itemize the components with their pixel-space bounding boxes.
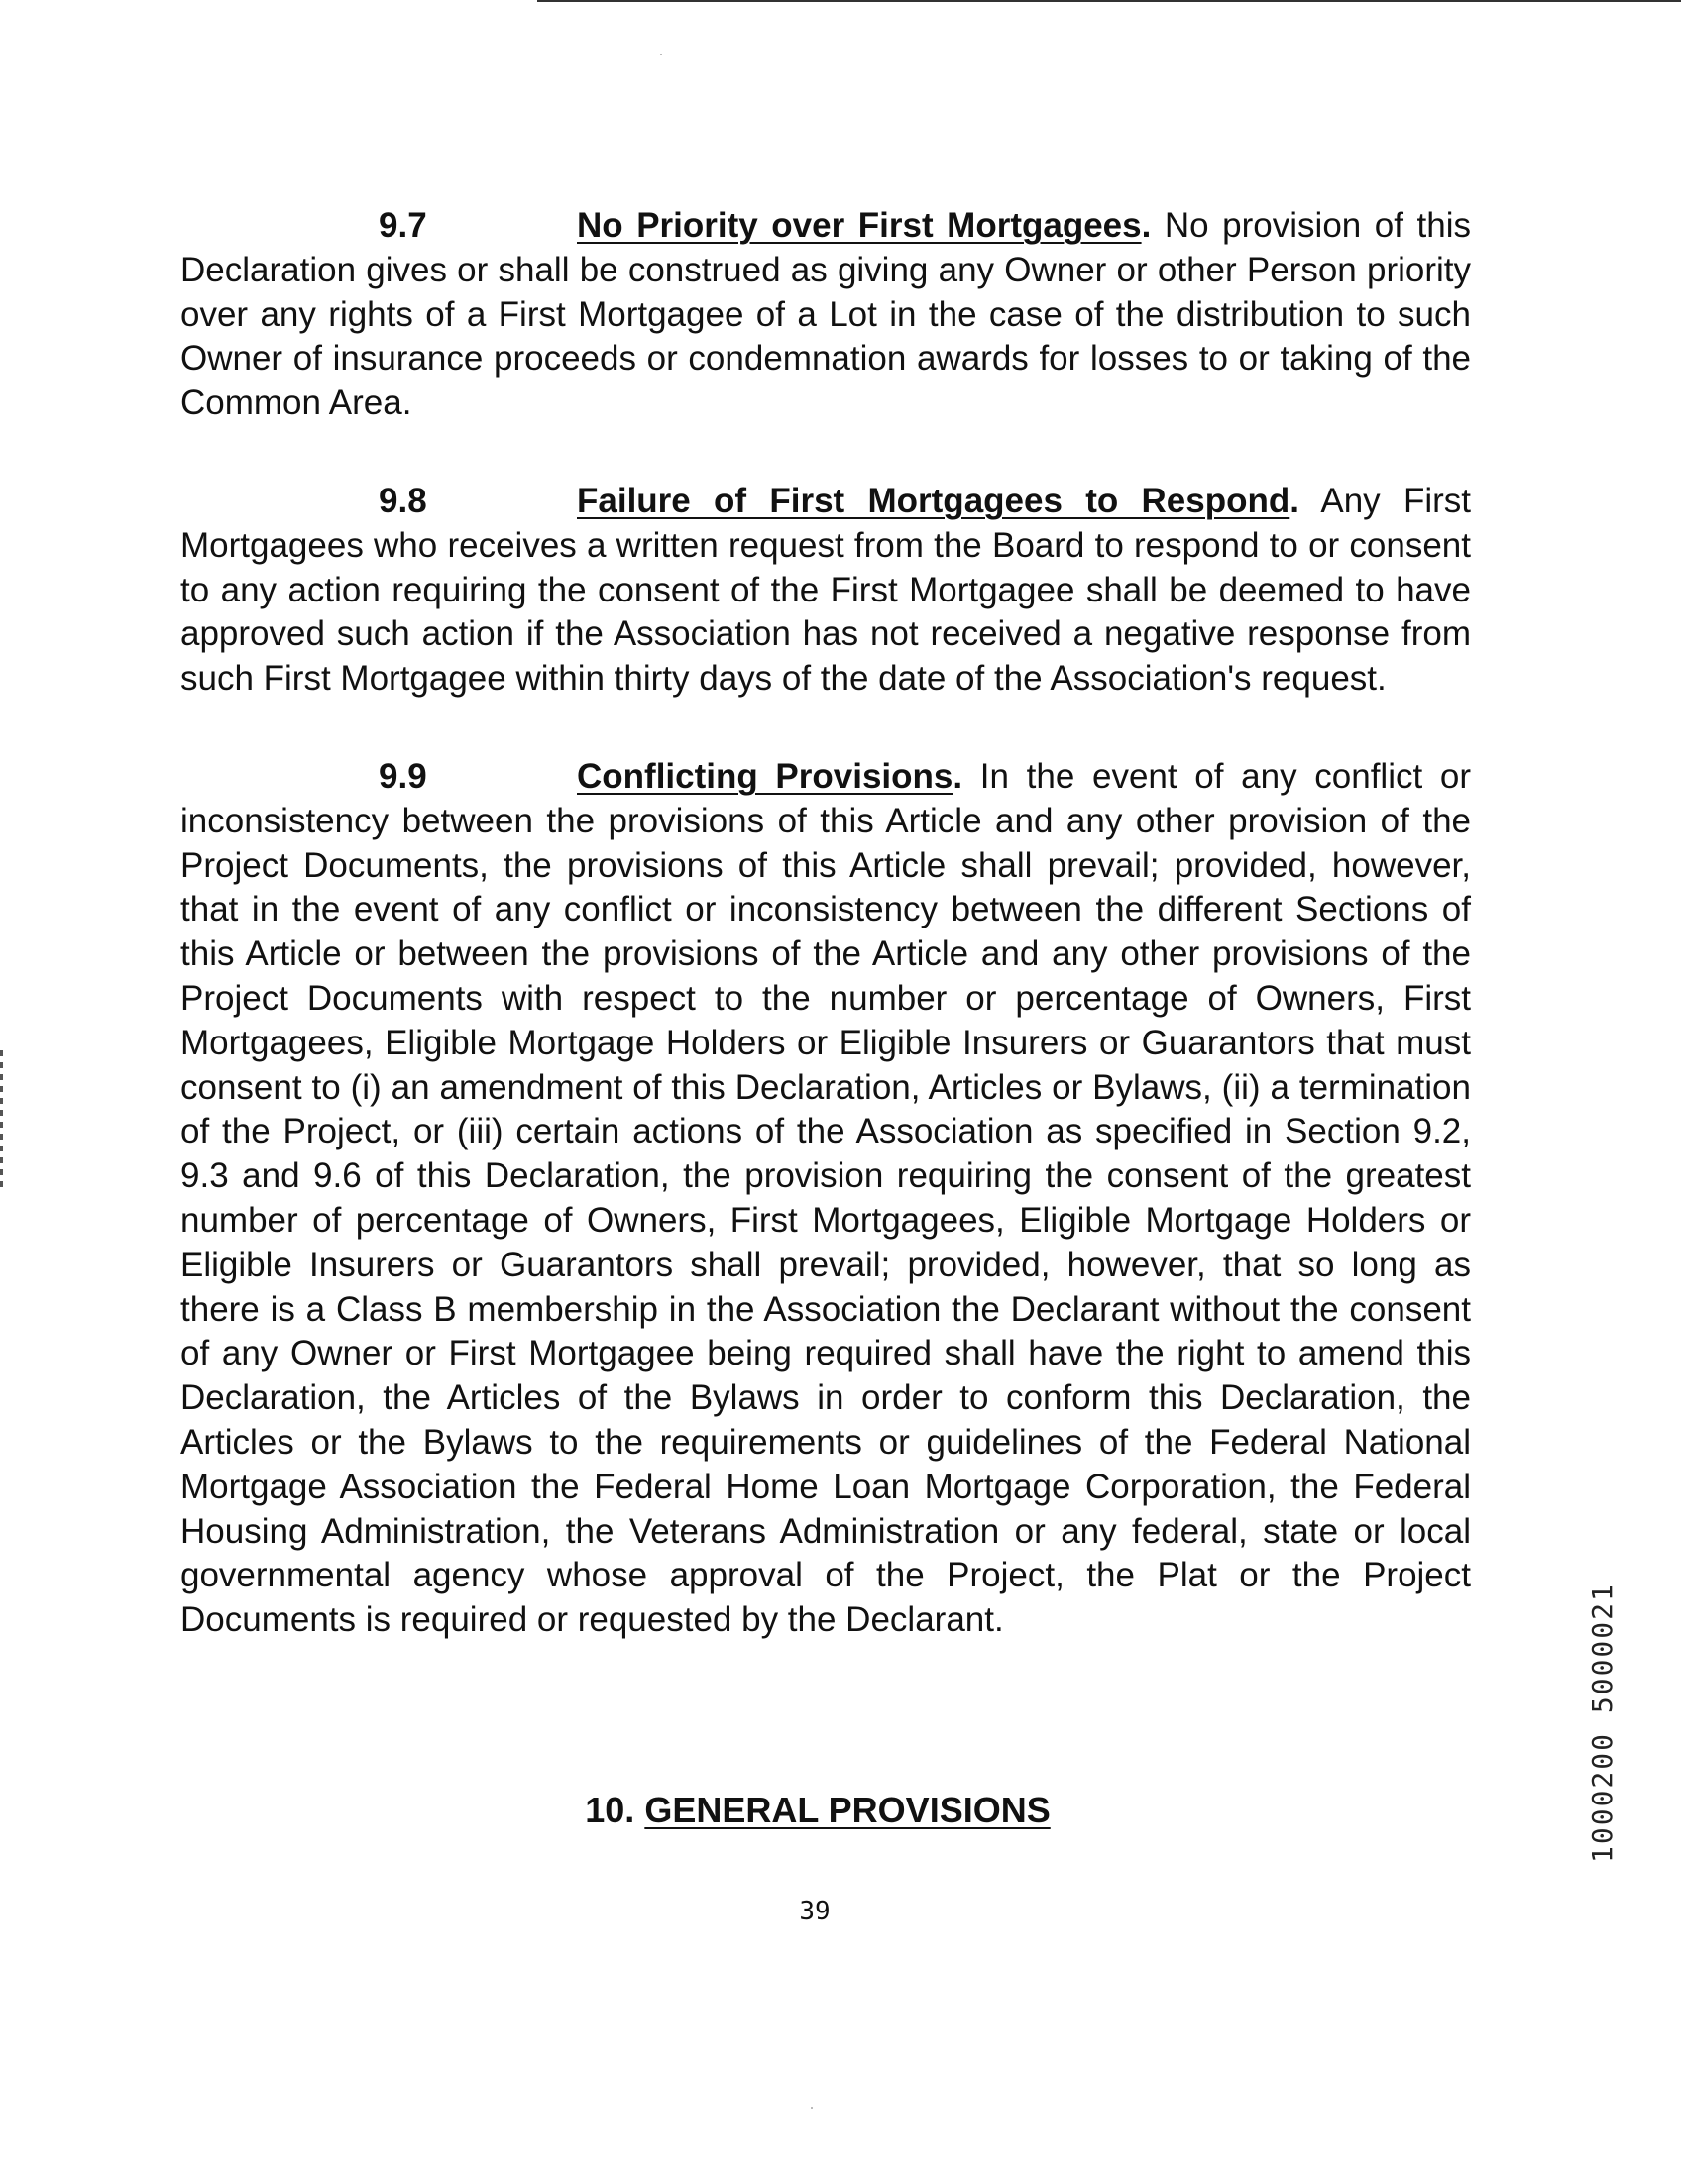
section-paragraph: 9.8 Failure of First Mortgagees to Respond. Any First Mortgagees who receives a written request from the Board to respond to or consent to any action requiring the consent of the First Mortgagee shall be deemed to have approved such action if the Association has not received a negative response from such First Mortgagee within thirty days of the date of the Association's request. [180,481,1471,699]
section-title: No Priority over First Mortgagees [577,206,1142,245]
section-body: No provision of this Declaration gives or shall be construed as giving any Owner or other Person priority over any rights of a First Mortgagee of a Lot in the case of the distribution to such Owner of insurance proceeds or condemnation awards for losses to or taking of the Common Area. [180,206,1471,423]
scan-speck [811,2107,813,2109]
section-number: 9.8 [379,481,427,520]
section-paragraph: 9.9 Conflicting Provisions. In the event of any conflict or inconsistency between the provisions of this Article and any other provision of the Project Documents, the provisions of this Article shall prevail; provided, however, that in the event of any conflict or inconsistency between the different Sections of this Article or between the provisions of the Article and any other provisions of the Project Documents with respect to the number or percentage of Owners, First Mortgagees, Eligible Mortgage Holders or Eligible Insurers or Guarantors that must consent to (i) an amendment of this Declaration, Articles or Bylaws, (ii) a termination of the Project, or (iii) certain actions of the Association as specified in Section 9.2, 9.3 and 9.6 of this Declaration, the provision requiring the consent of the greatest number of percentage of Owners, First Mortgagees, Eligible Mortgage Holders or Eligible Insurers or Guarantors shall prevail; provided, however, that so long as there is a Class B membership in the Association the Declarant without the consent of any Owner or First Mortgagee being required shall have the right to amend this Declaration, the Articles of the Bylaws in order to conform this Declaration, the Articles or the Bylaws to the requirements or guidelines of the Federal National Mortgage Association the Federal Home Loan Mortgage Corporation, the Federal Housing Administration, the Veterans Administration or any federal, state or local governmental agency whose approval of the Project, the Plat or the Project Documents is required or requested by the Declarant. [180,756,1471,1640]
section-9-9 [180,755,1471,1643]
article-title: GENERAL PROVISIONS [644,1790,1051,1830]
scan-speck [660,54,662,55]
section-number: 9.7 [379,206,427,245]
section-title: Failure of First Mortgagees to Respond [577,481,1290,520]
section-body: Any First Mortgagees who receives a written request from the Board to respond to or consent to any action requiring the consent of the First Mortgagee shall be deemed to have approved such action if the Association has not received a negative response from such First Mortgagee within thirty days of the date of the Association's request. [180,481,1471,699]
section-body: In the event of any conflict or inconsistency between the provisions of this Article and any other provision of the Project Documents, the provisions of this Article shall prevail; provided, however, that in the event of any conflict or inconsistency between the different Sections of this Article or between the provisions of the Article and any other provisions of the Project Documents with respect to the number or percentage of Owners, First Mortgagees, Eligible Mortgage Holders or Eligible Insurers or Guarantors that must consent to (i) an amendment of this Declaration, Articles or Bylaws, (ii) a termination of the Project, or (iii) certain actions of the Association as specified in Section 9.2, 9.3 and 9.6 of this Declaration, the provision requiring the consent of the greatest number of percentage of Owners, First Mortgagees, Eligible Mortgage Holders or Eligible Insurers or Guarantors shall prevail; provided, however, that so long as there is a Class B membership in the Association the Declarant without the consent of any Owner or First Mortgagee being required shall have the right to amend this Declaration, the Articles of the Bylaws in order to conform this Declaration, the Articles or the Bylaws to the requirements or guidelines of the Federal National Mortgage Association the Federal Home Loan Mortgage Corporation, the Federal Housing Administration, the Veterans Administration or any federal, state or local governmental agency whose approval of the Project, the Plat or the Project Documents is required or requested by the Declarant. [180,756,1471,1640]
section-9-7 [180,204,1471,426]
section-title: Conflicting Provisions [577,756,953,796]
article-heading [0,1790,1681,1831]
article-number: 10. [585,1790,635,1830]
document-body [180,204,1471,1696]
scan-edge-mark [0,1050,3,1189]
section-number: 9.9 [379,756,427,796]
bates-stamp: 1000200 5000021 [1586,1583,1619,1863]
page-number: 39 [799,1897,831,1926]
section-9-8 [180,480,1471,702]
section-paragraph: 9.7 No Priority over First Mortgagees. No provision of this Declaration gives or shall be construed as giving any Owner or other Person priority over any rights of a First Mortgagee of a Lot in the case of the distribution to such Owner of insurance proceeds or condemnation awards for losses to or taking of the Common Area. [180,206,1471,423]
top-edge-rule [537,0,1681,2]
